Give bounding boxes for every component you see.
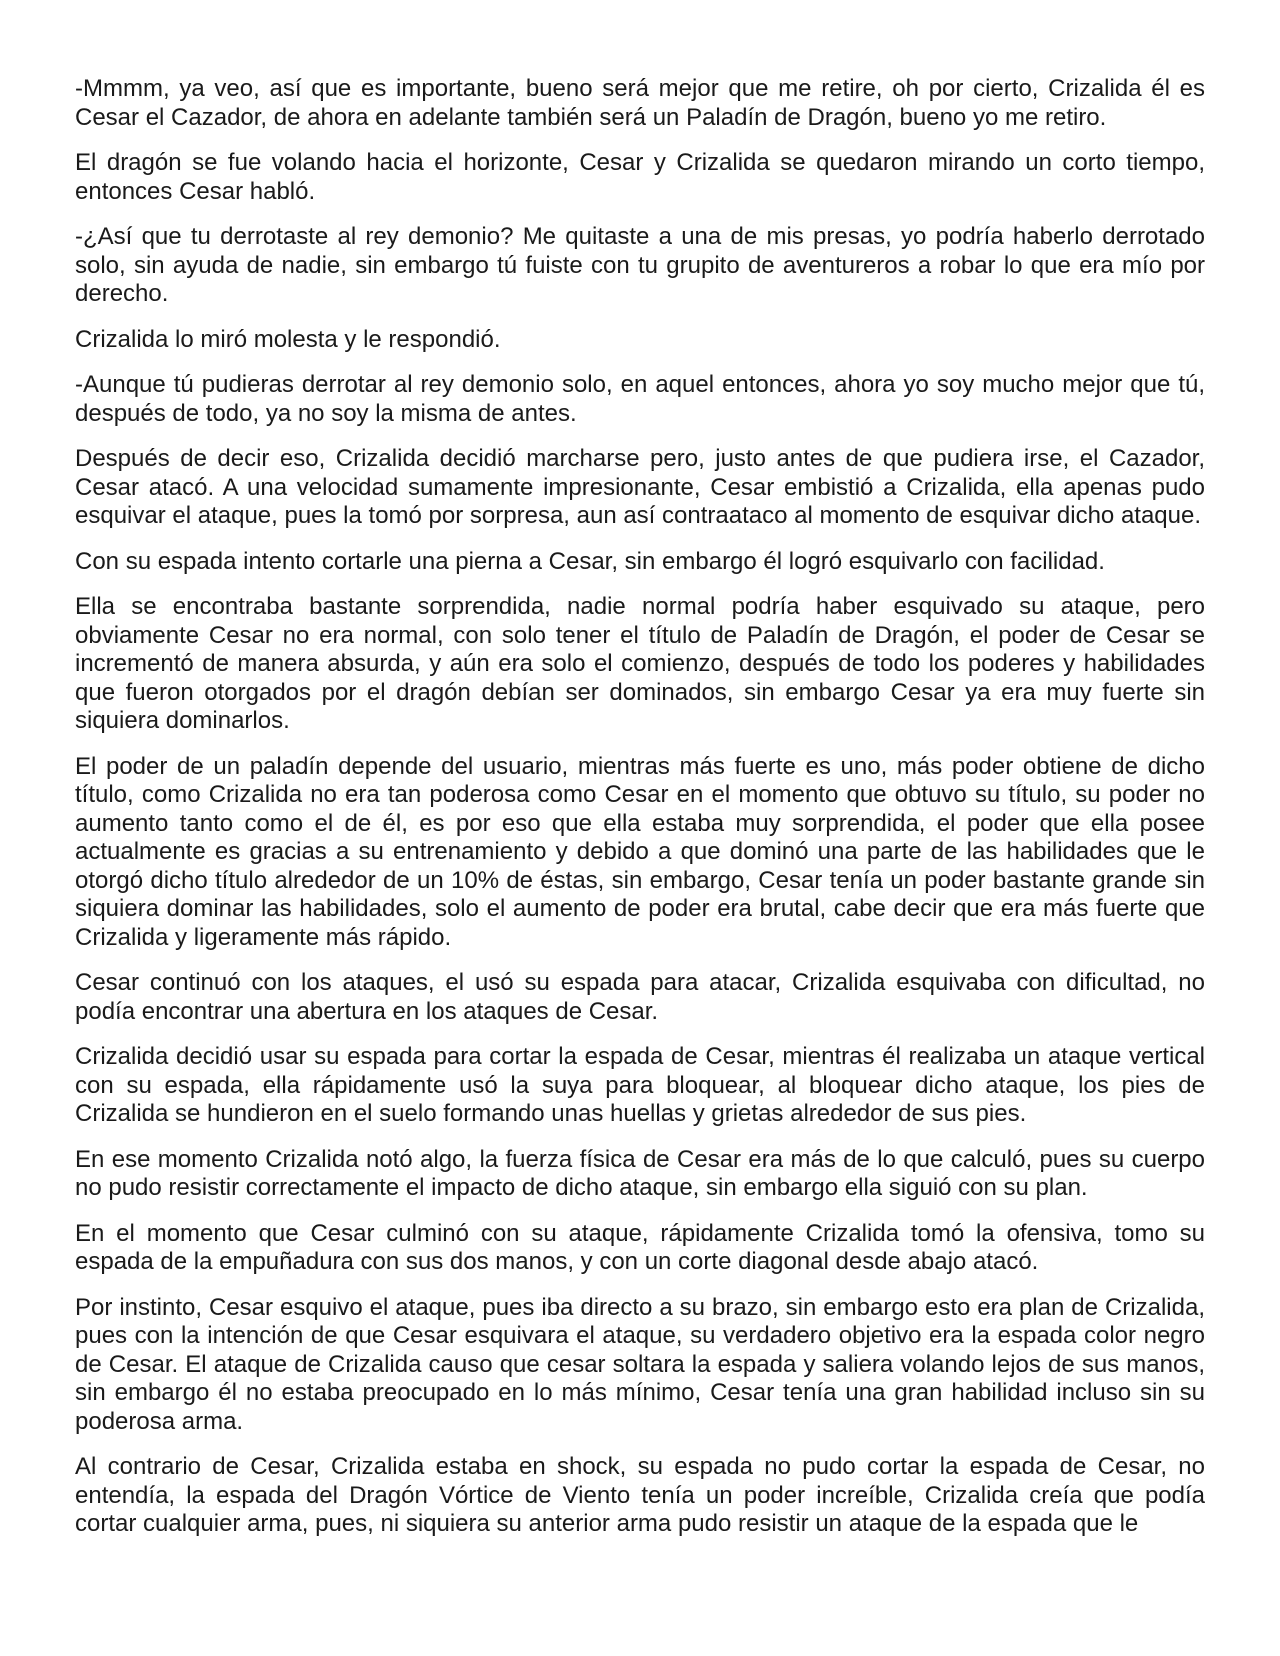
body-text (75, 75, 1205, 1556)
paragraph: Al contrario de Cesar, Crizalida estaba en shock, su espada no pudo cortar la espada de Cesar, no entendía, la espada del Dragón Vórtice de Viento tenía un poder increíble, Crizalida creía que podía cortar cualquier arma, pues, ni siquiera su anterior arma pudo resistir un ataque de la espada que le (75, 1453, 1205, 1537)
paragraph: En el momento que Cesar culminó con su ataque, rápidamente Crizalida tomó la ofensiva, tomo su espada de la empuñadura con sus dos manos, y con un corte diagonal desde abajo atacó. (75, 1219, 1205, 1275)
paragraph: En ese momento Crizalida notó algo, la fuerza física de Cesar era más de lo que calculó, pues su cuerpo no pudo resistir correctamente el impacto de dicho ataque, sin embargo ella siguió con su plan. (75, 1145, 1205, 1201)
paragraph: -Mmmm, ya veo, así que es importante, bueno será mejor que me retire, oh por cierto, Crizalida él es Cesar el Cazador, de ahora en adelante también será un Paladín de Dragón, bueno yo me retiro. (75, 75, 1205, 131)
paragraph: Con su espada intento cortarle una pierna a Cesar, sin embargo él logró esquivarlo con facilidad. (75, 547, 1105, 575)
paragraph: El dragón se fue volando hacia el horizonte, Cesar y Crizalida se quedaron mirando un corto tiempo, entonces Cesar habló. (75, 149, 1205, 205)
paragraph: Crizalida lo miró molesta y le respondió. (75, 325, 501, 353)
paragraph: Crizalida decidió usar su espada para cortar la espada de Cesar, mientras él realizaba un ataque vertical con su espada, ella rápidamente usó la suya para bloquear, al bloquear dicho ataque, los pies de Crizalida se hundieron en el suelo formando unas huellas y grietas alrededor de sus pies. (75, 1043, 1205, 1127)
paragraph: Después de decir eso, Crizalida decidió marcharse pero, justo antes de que pudiera irse, el Cazador, Cesar atacó. A una velocidad sumamente impresionante, Cesar embistió a Crizalida, ella apenas pudo esquivar el ataque, pues la tomó por sorpresa, aun así contraataco al momento de esquivar dicho ataque. (75, 445, 1205, 529)
paragraph: -¿Así que tu derrotaste al rey demonio? Me quitaste a una de mis presas, yo podría haberlo derrotado solo, sin ayuda de nadie, sin embargo tú fuiste con tu grupito de aventureros a robar lo que era mío por derecho. (75, 223, 1205, 307)
paragraph: Ella se encontraba bastante sorprendida, nadie normal podría haber esquivado su ataque, pero obviamente Cesar no era normal, con solo tener el título de Paladín de Dragón, el poder de Cesar se incrementó de manera absurda, y aún era solo el comienzo, después de todo los poderes y habilidades que fueron otorgados por el dragón debían ser dominados, sin embargo Cesar ya era muy fuerte sin siquiera dominarlos. (75, 593, 1205, 734)
paragraph: -Aunque tú pudieras derrotar al rey demonio solo, en aquel entonces, ahora yo soy mucho mejor que tú, después de todo, ya no soy la misma de antes. (75, 371, 1205, 427)
paragraph: Por instinto, Cesar esquivo el ataque, pues iba directo a su brazo, sin embargo esto era plan de Crizalida, pues con la intención de que Cesar esquivara el ataque, su verdadero objetivo era la espada color negro de Cesar. El ataque de Crizalida causo que cesar soltara la espada y saliera volando lejos de sus manos, sin embargo él no estaba preocupado en lo más mínimo, Cesar tenía una gran habilidad incluso sin su poderosa arma. (75, 1293, 1205, 1435)
paragraph: Cesar continuó con los ataques, el usó su espada para atacar, Crizalida esquivaba con dificultad, no podía encontrar una abertura en los ataques de Cesar. (75, 969, 1205, 1025)
paragraph: El poder de un paladín depende del usuario, mientras más fuerte es uno, más poder obtiene de dicho título, como Crizalida no era tan poderosa como Cesar en el momento que obtuvo su título, su poder no aumento tanto como el de él, es por eso que ella estaba muy sorprendida, el poder que ella posee actualmente es gracias a su entrenamiento y debido a que dominó una parte de las habilidades que le otorgó dicho título alrededor de un 10% de éstas, sin embargo, Cesar tenía un poder bastante grande sin siquiera dominar las habilidades, solo el aumento de poder era brutal, cabe decir que era más fuerte que Crizalida y ligeramente más rápido. (75, 752, 1205, 951)
